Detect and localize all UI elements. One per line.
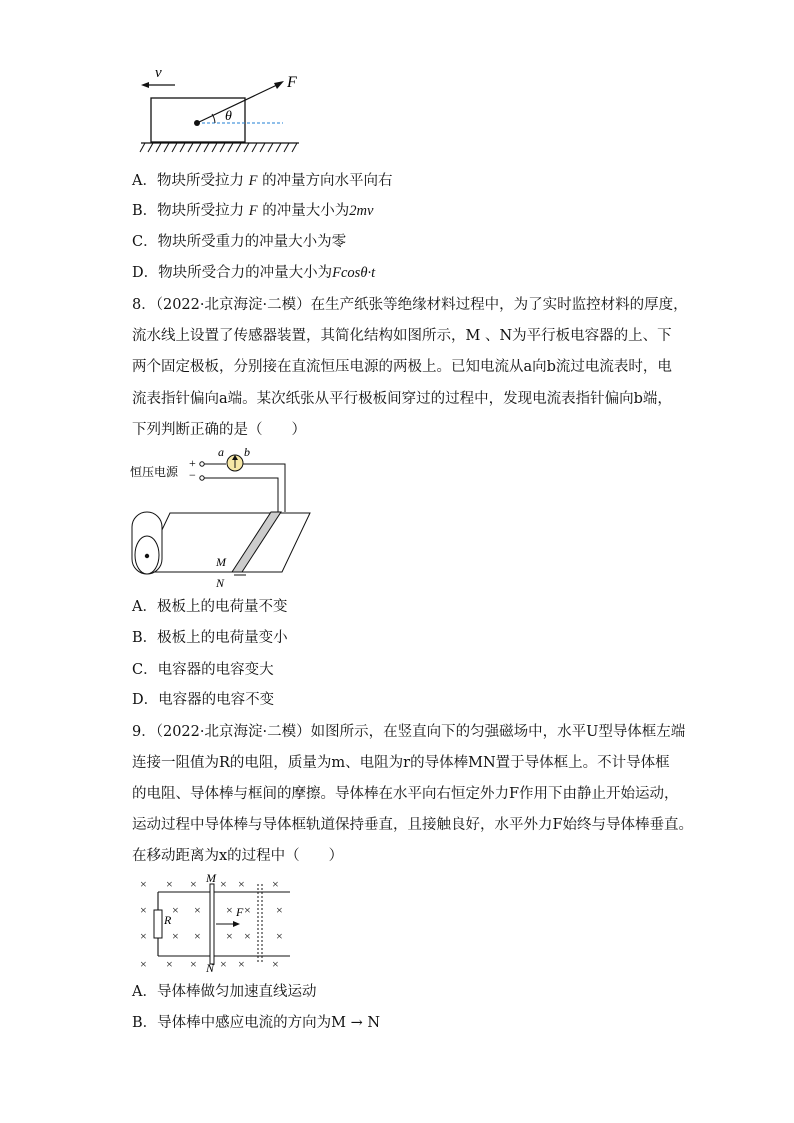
svg-text:×: × <box>244 903 251 917</box>
velocity-label: v <box>155 65 162 81</box>
svg-text:×: × <box>272 877 279 891</box>
resistor-r-label: R <box>164 913 172 927</box>
svg-text:×: × <box>226 929 233 943</box>
svg-text:×: × <box>140 877 147 891</box>
q8-stem-line: 流表指针偏向a端。某次纸张从平行极板间穿过的过程中，发现电流表指针偏向b端， <box>132 391 672 407</box>
plate-n-label: N <box>216 576 225 590</box>
theta-label: θ <box>225 109 232 124</box>
rod-m-label: M <box>206 871 216 885</box>
terminal-b-label: b <box>244 446 250 459</box>
q8-option-c: C．电容器的电容变大 <box>132 662 274 678</box>
svg-text:×: × <box>194 929 201 943</box>
q9-stem-line: 9．（2022·北京海淀·二模）如图所示，在竖直向下的匀强磁场中，水平U型导体框左端 <box>132 724 686 740</box>
q8-option-a: A．极板上的电荷量不变 <box>132 599 288 615</box>
svg-text:×: × <box>140 929 147 943</box>
plate-m-label: M <box>216 555 226 569</box>
q8-stem-line: 下列判断正确的是（ ） <box>132 422 306 438</box>
q7-figure <box>135 62 305 158</box>
q9-stem-line: 在移动距离为x的过程中（ ） <box>132 848 344 864</box>
svg-text:×: × <box>166 957 173 971</box>
q7-option-d: D．物块所受合力的冲量大小为Fcosθ·t <box>132 265 376 281</box>
svg-text:×: × <box>220 957 227 971</box>
svg-text:×: × <box>172 903 179 917</box>
q7-option-b: B．物块所受拉力 F 的冲量大小为2mv <box>132 203 374 219</box>
q9-stem-line: 连接一阻值为R的电阻，质量为m、电阻为r的导体棒MN置于导体框上。不计导体框 <box>132 755 670 771</box>
svg-text:×: × <box>244 929 251 943</box>
svg-text:×: × <box>140 903 147 917</box>
q8-option-d: D．电容器的电容不变 <box>132 692 275 708</box>
rod-n-label: N <box>206 961 215 974</box>
svg-text:×: × <box>190 957 197 971</box>
q7-option-a: A．物块所受拉力 F 的冲量方向水平向右 <box>132 173 393 189</box>
svg-text:×: × <box>166 877 173 891</box>
svg-text:×: × <box>172 929 179 943</box>
force-label: F <box>287 74 297 91</box>
svg-text:×: × <box>276 929 283 943</box>
q9-stem-line: 运动过程中导体棒与导体框轨道保持垂直，且接触良好，水平外力F始终与导体棒垂直。 <box>132 817 694 833</box>
svg-text:×: × <box>272 957 279 971</box>
power-source-label: 恒压电源 <box>130 465 179 479</box>
minus-terminal: − <box>189 468 196 482</box>
plus-terminal: + <box>189 456 196 470</box>
svg-text:×: × <box>140 957 147 971</box>
svg-text:×: × <box>190 877 197 891</box>
q8-stem-line: 流水线上设置了传感器装置，其简化结构如图所示，M 、N为平行板电容器的上、下 <box>132 328 672 344</box>
q9-stem-line: 的电阻、导体棒与框间的摩擦。导体棒在水平向右恒定外力F作用下由静止开始运动， <box>132 786 679 802</box>
svg-text:×: × <box>220 877 227 891</box>
svg-text:×: × <box>194 903 201 917</box>
force-f-label: F <box>236 905 244 919</box>
q9-option-a: A．导体棒做匀加速直线运动 <box>132 984 317 1000</box>
svg-text:×: × <box>226 903 233 917</box>
q8-capacitor-figure <box>128 446 318 592</box>
q8-stem-line: 8．（2022·北京海淀·二模）在生产纸张等绝缘材料过程中，为了实时监控材料的厚度， <box>132 297 688 313</box>
q7-option-c: C．物块所受重力的冲量大小为零 <box>132 234 347 250</box>
q9-option-b: B．导体棒中感应电流的方向为M → N <box>132 1015 381 1031</box>
svg-text:×: × <box>238 877 245 891</box>
q9-magnetic-field-figure <box>132 870 302 974</box>
q8-stem-line: 两个固定极板，分别接在直流恒压电源的两极上。已知电流从a向b流过电流表时，电 <box>132 359 672 375</box>
q8-option-b: B．极板上的电荷量变小 <box>132 630 288 646</box>
svg-text:×: × <box>238 957 245 971</box>
svg-text:×: × <box>276 903 283 917</box>
terminal-a-label: a <box>218 446 224 459</box>
